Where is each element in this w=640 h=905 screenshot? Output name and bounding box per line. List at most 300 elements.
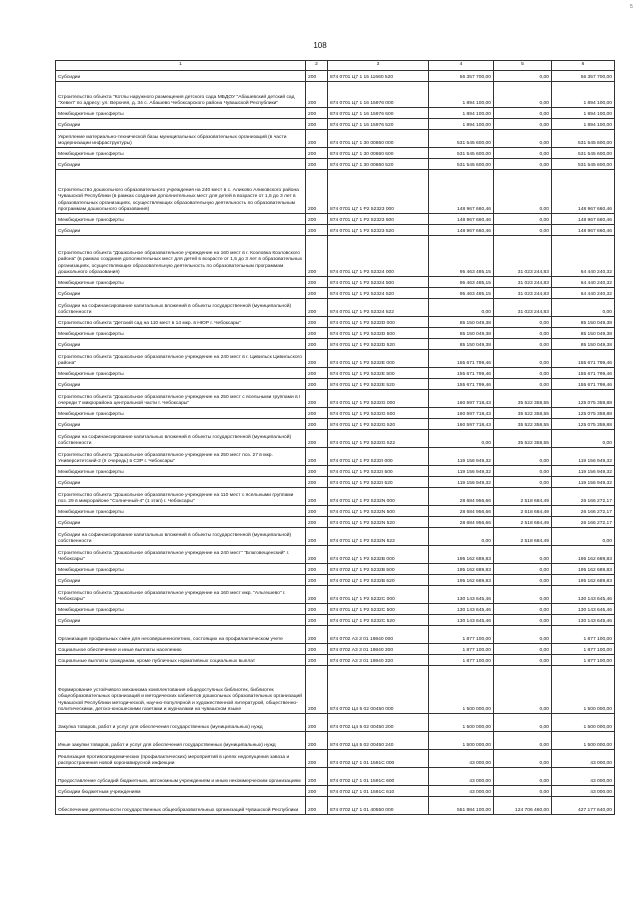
row-sum-4-cell: 43 000,00 [429, 768, 494, 786]
row-sum-6-cell: 130 143 645,46 [552, 604, 615, 615]
row-name-cell: Субсидии [56, 339, 306, 350]
row-classification-cell: 874 0702 А3 3 01 19840 300 [328, 644, 429, 655]
row-sum-5-cell: 31 023 244,83 [494, 288, 552, 299]
row-name-cell: Субсидии [56, 288, 306, 299]
row-sum-4-cell: 148 967 660,46 [429, 225, 494, 236]
row-sum-4-cell: 195 162 689,83 [429, 564, 494, 575]
table-row [56, 317, 615, 328]
row-sum-5-cell: 0,00 [494, 130, 552, 148]
row-sum-4-cell: 0,00 [429, 528, 494, 546]
table-row [56, 408, 615, 419]
row-classification-cell: 874 0702 А3 3 01 19840 320 [328, 655, 429, 666]
row-sum-4-cell: 531 545 600,00 [429, 159, 494, 170]
row-sum-6-cell: 0,00 [552, 528, 615, 546]
row-name-cell: Субсидии бюджетным учреждениям [56, 786, 306, 797]
row-classification-cell: 874 0702 Ц7 1 01 1591C 000 [328, 750, 429, 768]
row-sum-5-cell: 0,00 [494, 119, 552, 130]
row-sum-4-cell: 130 143 645,46 [429, 615, 494, 626]
row-code-cell: 200 [306, 575, 328, 586]
row-sum-4-cell: 160 597 718,43 [429, 419, 494, 430]
row-sum-5-cell: 35 522 358,55 [494, 408, 552, 419]
row-sum-5-cell: 31 023 244,83 [494, 299, 552, 317]
table-row [56, 350, 615, 368]
header-cell-classification: 3 [328, 61, 429, 71]
table-row [56, 379, 615, 390]
row-classification-cell: 874 0701 Ц7 1 P2 52324 500 [328, 277, 429, 288]
row-sum-6-cell: 26 166 272,17 [552, 506, 615, 517]
row-sum-6-cell: 1 877 100,00 [552, 644, 615, 655]
row-code-cell: 200 [306, 419, 328, 430]
row-sum-5-cell: 0,00 [494, 564, 552, 575]
row-code-cell: 200 [306, 82, 328, 108]
row-sum-4-cell: 1 894 100,00 [429, 119, 494, 130]
row-code-cell: 200 [306, 586, 328, 604]
row-classification-cell: 874 0701 Ц7 1 P2 52324 520 [328, 288, 429, 299]
row-code-cell: 200 [306, 130, 328, 148]
row-code-cell: 200 [306, 786, 328, 797]
table-row [56, 666, 615, 714]
row-sum-4-cell: 1 894 100,00 [429, 108, 494, 119]
row-sum-4-cell: 43 000,00 [429, 750, 494, 768]
row-sum-4-cell: 1 500 000,00 [429, 666, 494, 714]
row-code-cell: 200 [306, 768, 328, 786]
row-sum-5-cell: 0,00 [494, 82, 552, 108]
table-row [56, 604, 615, 615]
row-classification-cell: 874 0701 Ц7 1 30 00860 520 [328, 159, 429, 170]
row-sum-5-cell: 0,00 [494, 170, 552, 214]
row-sum-5-cell: 0,00 [494, 626, 552, 644]
row-name-cell: Социальные выплаты гражданам, кроме публичных нормативных социальных выплат [56, 655, 306, 666]
row-name-cell: Закупка товаров, работ и услуг для обеспечения государственных (муниципальных) нужд [56, 714, 306, 732]
row-sum-6-cell: 1 877 100,00 [552, 655, 615, 666]
row-sum-6-cell: 148 967 660,46 [552, 225, 615, 236]
row-code-cell: 200 [306, 379, 328, 390]
row-sum-4-cell: 148 967 660,46 [429, 170, 494, 214]
row-classification-cell: 874 0701 Ц7 1 P2 5232I 520 [328, 477, 429, 488]
row-sum-4-cell: 119 156 949,32 [429, 466, 494, 477]
row-name-cell: Иные закупки товаров, работ и услуг для обеспечения государственных (муниципальных) нужд [56, 732, 306, 750]
table-row [56, 119, 615, 130]
row-code-cell: 200 [306, 368, 328, 379]
row-name-cell: Субсидии [56, 225, 306, 236]
row-sum-6-cell: 1 894 100,00 [552, 108, 615, 119]
table-row [56, 71, 615, 82]
row-sum-4-cell: 160 597 718,43 [429, 390, 494, 408]
row-sum-4-cell: 95 463 485,15 [429, 288, 494, 299]
row-sum-6-cell: 43 000,00 [552, 768, 615, 786]
row-name-cell: Строительство дошкольного образовательного учреждения на 240 мест в с. Аликово Аликовского района Чувашской Республики (в рамках создания дополнительных мест для детей в возрасте от 1,5 до 3 лет в образовательных организациях, осуществляющих образовательную деятельность по образовательным программам дошкольного образования) [56, 170, 306, 214]
row-sum-6-cell: 64 440 240,32 [552, 288, 615, 299]
row-code-cell: 200 [306, 148, 328, 159]
row-name-cell: Межбюджетные трансферты [56, 506, 306, 517]
row-classification-cell: 874 0701 Ц7 1 P2 5232N 500 [328, 506, 429, 517]
row-sum-5-cell: 35 522 358,55 [494, 390, 552, 408]
row-code-cell: 200 [306, 108, 328, 119]
row-code-cell: 200 [306, 317, 328, 328]
row-classification-cell: 874 0701 Ц7 1 P2 52323 500 [328, 214, 429, 225]
row-code-cell: 200 [306, 528, 328, 546]
row-sum-4-cell: 85 150 049,38 [429, 339, 494, 350]
table-row [56, 528, 615, 546]
row-classification-cell: 874 0702 Ц7 1 P2 5232B 520 [328, 575, 429, 586]
page-number: 108 [313, 41, 327, 50]
table-row [56, 130, 615, 148]
row-classification-cell: 874 0701 Ц7 1 P2 52324 522 [328, 299, 429, 317]
row-sum-5-cell: 0,00 [494, 644, 552, 655]
row-code-cell: 200 [306, 288, 328, 299]
row-sum-6-cell: 148 967 660,46 [552, 170, 615, 214]
row-sum-6-cell: 195 162 689,83 [552, 564, 615, 575]
table-row [56, 430, 615, 448]
row-sum-5-cell: 0,00 [494, 368, 552, 379]
row-code-cell: 200 [306, 604, 328, 615]
row-classification-cell: 874 0701 Ц7 1 P2 5232C 000 [328, 586, 429, 604]
row-name-cell: Субсидии [56, 615, 306, 626]
row-sum-5-cell: 0,00 [494, 575, 552, 586]
header-cell-sum-4: 4 [429, 61, 494, 71]
row-code-cell: 200 [306, 119, 328, 130]
row-name-cell: Межбюджетные трансферты [56, 148, 306, 159]
table-row [56, 328, 615, 339]
row-classification-cell: 874 0701 Ц7 1 P2 5232N 000 [328, 488, 429, 506]
row-name-cell: Межбюджетные трансферты [56, 604, 306, 615]
row-classification-cell: 874 0701 Ц7 1 P2 5232E 500 [328, 368, 429, 379]
row-sum-5-cell: 0,00 [494, 328, 552, 339]
row-sum-4-cell: 0,00 [429, 299, 494, 317]
table-header-row [56, 61, 615, 71]
row-sum-5-cell: 0,00 [494, 546, 552, 564]
row-code-cell: 200 [306, 655, 328, 666]
row-name-cell: Субсидии на софинансирование капитальных вложений в объекты государственной (муниципальной) собственности [56, 430, 306, 448]
row-sum-5-cell: 0,00 [494, 214, 552, 225]
row-classification-cell: 874 0702 Ц7 1 P2 5232B 000 [328, 546, 429, 564]
row-classification-cell: 874 0701 Ц7 1 P2 5232D 520 [328, 339, 429, 350]
row-classification-cell: 874 0701 Ц7 1 P2 5232G 520 [328, 419, 429, 430]
row-classification-cell: 874 0701 Ц7 1 16 15976 520 [328, 119, 429, 130]
table-row [56, 299, 615, 317]
row-sum-5-cell: 2 518 684,49 [494, 517, 552, 528]
table-row [56, 368, 615, 379]
table-row [56, 786, 615, 797]
row-name-cell: Межбюджетные трансферты [56, 328, 306, 339]
row-name-cell: Субсидии [56, 575, 306, 586]
table-row [56, 466, 615, 477]
row-sum-6-cell: 43 000,00 [552, 786, 615, 797]
row-classification-cell: 874 0701 Ц7 1 16 15976 000 [328, 82, 429, 108]
row-name-cell: Межбюджетные трансферты [56, 408, 306, 419]
row-sum-6-cell: 125 075 359,88 [552, 419, 615, 430]
row-sum-6-cell: 130 143 645,46 [552, 615, 615, 626]
row-code-cell: 200 [306, 390, 328, 408]
row-code-cell: 200 [306, 506, 328, 517]
row-sum-4-cell: 155 671 799,46 [429, 350, 494, 368]
table-row [56, 644, 615, 655]
row-sum-6-cell: 155 671 799,46 [552, 379, 615, 390]
row-sum-4-cell: 1 877 100,00 [429, 626, 494, 644]
table-row [56, 170, 615, 214]
row-code-cell: 200 [306, 732, 328, 750]
row-sum-6-cell: 26 166 272,17 [552, 488, 615, 506]
row-sum-4-cell: 148 967 660,46 [429, 214, 494, 225]
row-classification-cell: 874 0701 Ц7 1 P2 5232G 500 [328, 408, 429, 419]
row-sum-6-cell: 531 545 600,00 [552, 148, 615, 159]
table-row [56, 148, 615, 159]
row-code-cell: 200 [306, 277, 328, 288]
row-name-cell: Субсидии на софинансирование капитальных вложений в объекты государственной (муниципальной) собственности [56, 299, 306, 317]
row-classification-cell: 874 0702 Ц4 5 02 00450 200 [328, 714, 429, 732]
row-sum-5-cell: 35 522 358,55 [494, 430, 552, 448]
row-sum-4-cell: 95 463 485,15 [429, 277, 494, 288]
row-sum-5-cell: 2 518 684,49 [494, 506, 552, 517]
row-sum-4-cell: 160 597 718,43 [429, 408, 494, 419]
table-row [56, 225, 615, 236]
row-sum-5-cell: 0,00 [494, 714, 552, 732]
row-sum-6-cell: 1 500 000,00 [552, 732, 615, 750]
row-code-cell: 200 [306, 714, 328, 732]
row-sum-4-cell: 85 150 049,38 [429, 328, 494, 339]
row-code-cell: 200 [306, 225, 328, 236]
table-row [56, 236, 615, 277]
row-name-cell: Субсидии [56, 477, 306, 488]
header-cell-sum-6: 6 [552, 61, 615, 71]
row-sum-6-cell: 125 075 359,88 [552, 390, 615, 408]
row-sum-4-cell: 531 545 600,00 [429, 130, 494, 148]
row-classification-cell: 874 0702 А3 3 01 19840 000 [328, 626, 429, 644]
table-row [56, 288, 615, 299]
row-classification-cell: 874 0702 Ц7 1 P2 5232B 500 [328, 564, 429, 575]
row-code-cell: 200 [306, 408, 328, 419]
row-code-cell: 200 [306, 159, 328, 170]
row-sum-5-cell: 0,00 [494, 159, 552, 170]
row-sum-4-cell: 551 884 100,00 [429, 797, 494, 815]
row-sum-5-cell: 0,00 [494, 448, 552, 466]
table-row [56, 82, 615, 108]
row-classification-cell: 874 0702 Ц7 1 01 1591C 600 [328, 768, 429, 786]
row-classification-cell: 874 0701 Ц7 1 P2 5232D 000 [328, 317, 429, 328]
row-sum-5-cell: 0,00 [494, 604, 552, 615]
row-sum-6-cell: 119 156 949,32 [552, 466, 615, 477]
row-classification-cell: 874 0702 Ц4 5 02 00450 240 [328, 732, 429, 750]
row-classification-cell: 874 0701 Ц7 1 P2 5232D 500 [328, 328, 429, 339]
table-row [56, 750, 615, 768]
row-sum-4-cell: 1 877 100,00 [429, 655, 494, 666]
row-name-cell: Субсидии [56, 419, 306, 430]
row-sum-5-cell: 2 518 684,49 [494, 528, 552, 546]
row-sum-5-cell: 0,00 [494, 71, 552, 82]
row-name-cell: Субсидии [56, 379, 306, 390]
row-code-cell: 200 [306, 750, 328, 768]
row-name-cell: Организация профильных смен для несовершеннолетних, состоящих на профилактическом учете [56, 626, 306, 644]
row-sum-5-cell: 0,00 [494, 786, 552, 797]
row-sum-6-cell: 85 150 049,38 [552, 328, 615, 339]
table-row [56, 390, 615, 408]
table-row [56, 448, 615, 466]
row-name-cell: Субсидии [56, 517, 306, 528]
row-classification-cell: 874 0701 Ц7 1 P2 52323 000 [328, 170, 429, 214]
row-classification-cell: 874 0701 Ц7 1 P2 5232I 000 [328, 448, 429, 466]
row-code-cell: 200 [306, 299, 328, 317]
row-sum-6-cell: 125 075 359,88 [552, 408, 615, 419]
row-sum-6-cell: 1 877 100,00 [552, 626, 615, 644]
row-sum-6-cell: 1 894 100,00 [552, 82, 615, 108]
row-classification-cell: 874 0701 Ц7 1 P2 5232C 500 [328, 604, 429, 615]
row-classification-cell: 874 0701 Ц7 1 P2 52324 000 [328, 236, 429, 277]
row-sum-6-cell: 0,00 [552, 299, 615, 317]
row-sum-5-cell: 0,00 [494, 317, 552, 328]
row-code-cell: 200 [306, 448, 328, 466]
row-classification-cell: 874 0702 Ц7 1 01 40550 000 [328, 797, 429, 815]
table-row [56, 575, 615, 586]
row-sum-4-cell: 1 500 000,00 [429, 714, 494, 732]
row-sum-6-cell: 119 156 949,32 [552, 477, 615, 488]
row-code-cell: 200 [306, 644, 328, 655]
row-name-cell: Субсидии [56, 159, 306, 170]
row-sum-4-cell: 43 000,00 [429, 786, 494, 797]
row-name-cell: Субсидии [56, 119, 306, 130]
row-name-cell: Межбюджетные трансферты [56, 564, 306, 575]
row-name-cell: Строительство объекта "Дошкольное образовательное учреждение на 160 мест в г. Козловка Козловского района" (в рамках создания дополнительных мест для детей в возрасте от 1,5 до 3 лет в образовательных организациях, осуществляющих образовательную деятельность по образовательным программам дошкольного образования) [56, 236, 306, 277]
row-sum-5-cell: 0,00 [494, 477, 552, 488]
row-sum-4-cell: 56 357 700,00 [429, 71, 494, 82]
row-sum-6-cell: 195 162 689,83 [552, 546, 615, 564]
row-sum-5-cell: 0,00 [494, 732, 552, 750]
table-row [56, 488, 615, 506]
table-row [56, 339, 615, 350]
row-classification-cell: 874 0701 Ц7 1 P2 5232N 522 [328, 528, 429, 546]
row-name-cell: Субсидии на софинансирование капитальных вложений в объекты государственной (муниципальной) собственности [56, 528, 306, 546]
row-sum-5-cell: 0,00 [494, 108, 552, 119]
row-name-cell: Социальное обеспечение и иные выплаты населению [56, 644, 306, 655]
row-name-cell: Строительство объекта "Дошкольное образовательное учреждение на 160 мест мкр. "Альгешево" г. Чебоксары" [56, 586, 306, 604]
row-sum-4-cell: 130 143 645,46 [429, 586, 494, 604]
row-name-cell: Реализация противоэпидемических (профилактических) мероприятий в целях недопущения завоза и распространения новой коронавирусной инфекции [56, 750, 306, 768]
row-code-cell: 200 [306, 615, 328, 626]
row-sum-6-cell: 155 671 799,46 [552, 368, 615, 379]
row-code-cell: 200 [306, 466, 328, 477]
row-name-cell: Формирование устойчивого механизма комплектования общедоступных библиотек, библиотек общеобразовательных организаций и методических кабинетов дошкольных образовательных организаций Чувашской Республики методической, научно-популярной и художественной литературой, общественно-политическими, детско-юношескими газетами и журналами на чувашском языке [56, 666, 306, 714]
table-row [56, 615, 615, 626]
row-classification-cell: 874 0701 Ц7 1 P2 52323 520 [328, 225, 429, 236]
row-code-cell: 200 [306, 430, 328, 448]
row-sum-5-cell: 0,00 [494, 615, 552, 626]
row-sum-4-cell: 28 684 956,66 [429, 517, 494, 528]
row-classification-cell: 874 0701 Ц7 1 P2 5232N 520 [328, 517, 429, 528]
row-sum-6-cell: 1 500 000,00 [552, 666, 615, 714]
row-sum-4-cell: 119 156 949,32 [429, 448, 494, 466]
row-sum-5-cell: 31 023 244,83 [494, 236, 552, 277]
row-classification-cell: 874 0701 Ц7 1 P2 5232E 000 [328, 350, 429, 368]
row-name-cell: Межбюджетные трансферты [56, 108, 306, 119]
row-sum-5-cell: 124 706 460,00 [494, 797, 552, 815]
row-name-cell: Предоставление субсидий бюджетным, автономным учреждениям и иным некоммерческим организациям [56, 768, 306, 786]
row-sum-4-cell: 119 156 949,32 [429, 477, 494, 488]
row-sum-6-cell: 531 545 600,00 [552, 159, 615, 170]
row-name-cell: Межбюджетные трансферты [56, 277, 306, 288]
row-sum-6-cell: 85 150 049,38 [552, 339, 615, 350]
row-sum-4-cell: 95 463 485,15 [429, 236, 494, 277]
table-row [56, 626, 615, 644]
row-sum-4-cell: 195 162 689,83 [429, 546, 494, 564]
row-sum-6-cell: 85 150 049,38 [552, 317, 615, 328]
row-code-cell: 200 [306, 666, 328, 714]
row-sum-4-cell: 130 143 645,46 [429, 604, 494, 615]
row-sum-4-cell: 0,00 [429, 430, 494, 448]
row-code-cell: 200 [306, 328, 328, 339]
row-sum-6-cell: 427 177 640,00 [552, 797, 615, 815]
row-name-cell: Строительство объекта "Котлы наружного размещения детского сада МБДОУ "Абашевский детский сад "Хевел" по адресу: ул. Верхняя, д. 34 с. Абашево Чебоксарского района Чувашской Республики" [56, 82, 306, 108]
table-row [56, 477, 615, 488]
row-classification-cell: 874 0702 Ц7 1 01 1591C 610 [328, 786, 429, 797]
row-classification-cell: 874 0702 Ц4 5 02 00450 000 [328, 666, 429, 714]
row-sum-4-cell: 28 684 956,66 [429, 506, 494, 517]
table-row [56, 108, 615, 119]
row-sum-5-cell: 35 522 358,55 [494, 419, 552, 430]
row-sum-6-cell: 0,00 [552, 430, 615, 448]
budget-table [55, 60, 615, 815]
row-sum-6-cell: 1 894 100,00 [552, 119, 615, 130]
row-classification-cell: 874 0701 Ц7 1 P2 5232C 520 [328, 615, 429, 626]
row-name-cell: Укрепление материально-технической базы муниципальных образовательных организаций (в части модернизации инфраструктуры) [56, 130, 306, 148]
table-row [56, 768, 615, 786]
row-name-cell: Строительство объекта "Дошкольное образовательное учреждение на 250 мест с ясельными группами в I очереди 7 микрорайона центральной части г. Чебоксары" [56, 390, 306, 408]
row-name-cell: Субсидии [56, 71, 306, 82]
row-sum-5-cell: 0,00 [494, 379, 552, 390]
row-sum-5-cell: 2 518 684,49 [494, 488, 552, 506]
row-name-cell: Строительство объекта "Дошкольное образовательное учреждение на 250 мест поз. 27 в мкр. Университетский-2 (II очередь) в СЗР г. Чебоксары" [56, 448, 306, 466]
row-sum-4-cell: 1 894 100,00 [429, 82, 494, 108]
row-sum-4-cell: 28 684 956,66 [429, 488, 494, 506]
row-sum-4-cell: 155 671 799,46 [429, 379, 494, 390]
row-name-cell: Строительство объекта "Детский сад на 110 мест в 14 мкр. в НЮР г. Чебоксары" [56, 317, 306, 328]
row-name-cell: Обеспечение деятельности государственных общеобразовательных организаций Чувашской Республики [56, 797, 306, 815]
row-sum-4-cell: 531 545 600,00 [429, 148, 494, 159]
row-sum-6-cell: 148 967 660,46 [552, 214, 615, 225]
row-sum-6-cell: 155 671 799,46 [552, 350, 615, 368]
table-row [56, 214, 615, 225]
row-sum-5-cell: 31 023 244,83 [494, 277, 552, 288]
table-row [56, 277, 615, 288]
row-code-cell: 200 [306, 477, 328, 488]
row-classification-cell: 874 0701 Ц7 1 P2 5232G 000 [328, 390, 429, 408]
row-code-cell: 200 [306, 339, 328, 350]
row-sum-4-cell: 85 150 049,38 [429, 317, 494, 328]
row-sum-5-cell: 0,00 [494, 655, 552, 666]
table-row [56, 517, 615, 528]
row-code-cell: 200 [306, 797, 328, 815]
table-row [56, 655, 615, 666]
row-sum-5-cell: 0,00 [494, 666, 552, 714]
row-code-cell: 200 [306, 236, 328, 277]
row-sum-4-cell: 155 671 799,46 [429, 368, 494, 379]
row-name-cell: Межбюджетные трансферты [56, 368, 306, 379]
table-row [56, 797, 615, 815]
row-sum-6-cell: 130 143 645,46 [552, 586, 615, 604]
row-sum-6-cell: 43 000,00 [552, 750, 615, 768]
row-sum-6-cell: 26 166 272,17 [552, 517, 615, 528]
row-sum-5-cell: 0,00 [494, 350, 552, 368]
table-row [56, 159, 615, 170]
row-name-cell: Межбюджетные трансферты [56, 214, 306, 225]
row-classification-cell: 874 0701 Ц7 1 P2 5232G 522 [328, 430, 429, 448]
row-sum-6-cell: 64 440 240,32 [552, 277, 615, 288]
row-classification-cell: 874 0701 Ц7 1 30 00860 000 [328, 130, 429, 148]
row-sum-6-cell: 56 357 700,00 [552, 71, 615, 82]
row-sum-5-cell: 0,00 [494, 466, 552, 477]
corner-mark: 5 [630, 4, 633, 10]
row-code-cell: 200 [306, 626, 328, 644]
row-code-cell: 200 [306, 517, 328, 528]
row-classification-cell: 874 0701 Ц7 1 30 00860 500 [328, 148, 429, 159]
